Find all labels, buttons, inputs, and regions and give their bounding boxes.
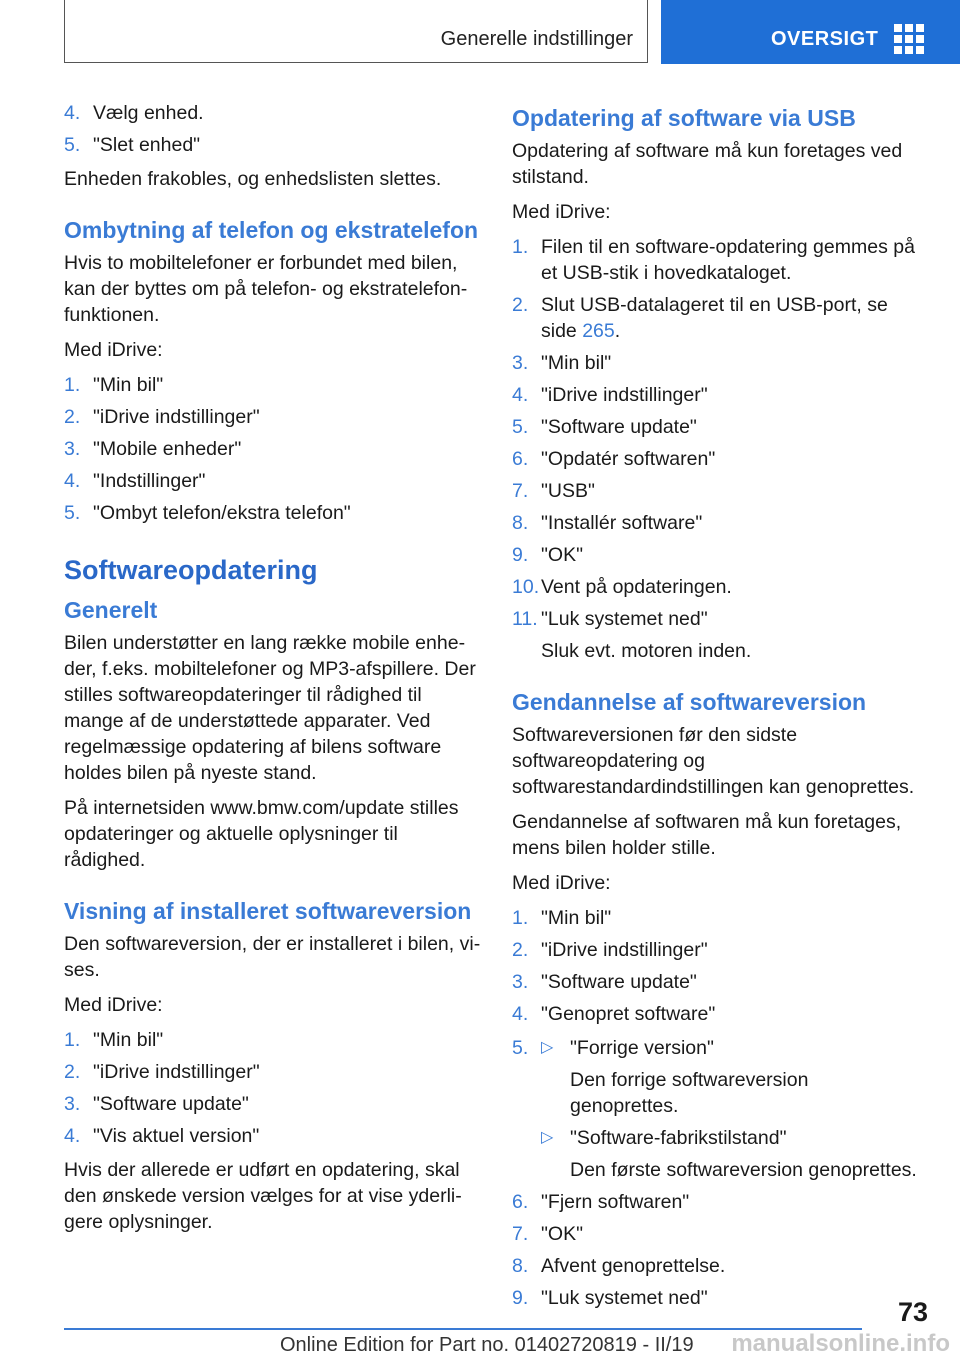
option-text: "Forrige version": [570, 1037, 714, 1059]
list-item: [512, 510, 922, 536]
step-text: "Software update": [541, 416, 697, 438]
paragraph: Den softwareversion, der er installeret i bilen, vises.: [64, 933, 481, 981]
step-number: 5.: [512, 416, 529, 438]
paragraph: Hvis to mobiltelefoner er forbundet med bilen, kan der byttes om på telefon- og ekstratelefonfunktionen.: [64, 252, 468, 326]
list-item: [512, 1189, 922, 1215]
list-item: [64, 1123, 484, 1149]
paragraph: Med iDrive:: [512, 201, 611, 223]
step-text: "iDrive indstillinger": [93, 406, 260, 428]
step-number: 8.: [512, 512, 529, 534]
step-number: 11.: [512, 608, 538, 630]
paragraph: Bilen understøtter en lang række mobile enheder, f.eks. mobiltelefoner og MP3-afspillere. Der stilles softwareopdateringer til rådighed til mange af de understøttede apparater. Ved regelmæssige opdatering af bilens software holdes bilen på nyeste stand.: [64, 632, 476, 784]
list-item: [512, 1285, 922, 1311]
list-item: [512, 234, 922, 286]
step-text: "Min bil": [93, 374, 164, 396]
list-usb: [512, 234, 922, 664]
step-number: 3.: [512, 971, 529, 993]
step-number: 7.: [512, 1223, 529, 1245]
step-number: 4.: [64, 102, 81, 124]
step-number: 1.: [64, 374, 81, 396]
step-text: Filen til en software-opdatering gemmes på et USB-stik i hovedkataloget.: [541, 236, 915, 284]
paragraph: Softwareversionen før den sidste softwareopdatering og softwarestandardindstillingen kan genoprettes.: [512, 724, 915, 798]
list-swap: [64, 372, 484, 526]
step-number: 5.: [512, 1037, 529, 1059]
paragraph: Med iDrive:: [512, 872, 611, 894]
step-text: "Genopret software": [541, 1003, 716, 1025]
list-item: [512, 478, 922, 504]
list-item: [512, 937, 922, 963]
step-text: "Software update": [93, 1093, 249, 1115]
list-item: [512, 446, 922, 472]
overview-label: OVERSIGT: [771, 28, 879, 50]
heading-restore: Gendannelse af softwareversion: [512, 689, 867, 715]
step-text: Vent på opdateringen.: [541, 576, 732, 598]
paragraph: Med iDrive:: [64, 339, 163, 361]
list-item: [64, 132, 484, 158]
paragraph: På internetsiden www.bmw.com/update stilles opdateringer og aktuelle oplysninger til rådighed.: [64, 797, 459, 871]
step-number: 1.: [64, 1029, 81, 1051]
list-item: [512, 1035, 922, 1183]
left-column: [64, 100, 484, 1244]
step-text: "OK": [541, 544, 584, 566]
step-number: 4.: [512, 384, 529, 406]
step-number: 3.: [512, 352, 529, 374]
step-text: "Mobile enheder": [93, 438, 242, 460]
list-item: [64, 468, 484, 494]
list-item: [512, 414, 922, 440]
list-restore-a: [512, 905, 922, 1027]
list-item: [512, 542, 922, 568]
tri-list: [541, 1035, 922, 1183]
step-text: "Fjern softwaren": [541, 1191, 690, 1213]
step-text: "OK": [541, 1223, 584, 1245]
step-number: 2.: [512, 939, 529, 961]
step-text: Afvent genoprettelse.: [541, 1255, 726, 1277]
list-top: [64, 100, 484, 158]
step-number: 9.: [512, 544, 529, 566]
grid-icon: [894, 24, 924, 54]
heading-softwareopdatering: Softwareopdatering: [64, 555, 318, 585]
heading-usb: Opdatering af software via USB: [512, 105, 856, 131]
step-number: 3.: [64, 438, 81, 460]
triangle-icon: ▷: [541, 1039, 554, 1056]
list-item: [512, 1221, 922, 1247]
step-number: 2.: [64, 1061, 81, 1083]
edition-text: Online Edition for Part no. 01402720819 - II/19: [280, 1334, 694, 1356]
section-tab[interactable]: [64, 0, 648, 63]
section-title: Generelle indstillinger: [440, 28, 633, 50]
list-item: [512, 382, 922, 408]
list-restore-b: [512, 1189, 922, 1311]
step-text: "Installér software": [541, 512, 703, 534]
list-item: [64, 1091, 484, 1117]
step-text: "iDrive indstillinger": [541, 939, 708, 961]
page-number: 73: [897, 1297, 928, 1327]
step-text: "USB": [541, 480, 595, 502]
page-link[interactable]: 265: [582, 320, 615, 342]
right-column: [512, 100, 922, 1319]
list-item: [512, 905, 922, 931]
list-item: [64, 500, 484, 526]
step-text: "Indstillinger": [93, 470, 206, 492]
list-item: [64, 100, 484, 126]
overview-button[interactable]: [661, 0, 960, 64]
step-number: 2.: [512, 294, 529, 316]
step-text: "Ombyt telefon/ekstra telefon": [93, 502, 351, 524]
step-number: 5.: [64, 134, 81, 156]
list-item: [64, 1059, 484, 1085]
step-number: 9.: [512, 1287, 529, 1309]
watermark: manualsonline.info: [731, 1330, 950, 1357]
step-number: 5.: [64, 502, 81, 524]
step-text-suffix: .: [614, 320, 621, 342]
step-text: "Min bil": [93, 1029, 164, 1051]
step-number: 2.: [64, 406, 81, 428]
step-number: 3.: [64, 1093, 81, 1115]
option-item: [541, 1035, 922, 1119]
step-number: 1.: [512, 236, 529, 258]
heading-generelt: Generelt: [64, 597, 158, 623]
triangle-icon: ▷: [541, 1129, 554, 1146]
list-restore-step5: [512, 1035, 922, 1183]
paragraph: Hvis der allerede er udført en opdatering, skal den ønskede version vælges for at vise yderligere oplysninger.: [64, 1159, 462, 1233]
list-item: [512, 1253, 922, 1279]
page-header: [0, 0, 960, 64]
list-item: [64, 404, 484, 430]
step-text: Vælg enhed.: [93, 102, 204, 124]
option-item: [541, 1125, 922, 1183]
step-text: "Vis aktuel version": [93, 1125, 260, 1147]
step-text: "Slet enhed": [93, 134, 201, 156]
heading-visning: Visning af installeret softwareversion: [64, 898, 472, 924]
list-item: [64, 436, 484, 462]
paragraph: Med iDrive:: [64, 994, 163, 1016]
list-item: [512, 350, 922, 376]
step-text: "Min bil": [541, 907, 612, 929]
step-text: Slut USB-datalageret til en USB-port, se side: [541, 294, 888, 342]
step-number: 4.: [512, 1003, 529, 1025]
step-text: "iDrive indstillinger": [541, 384, 708, 406]
step-text: "Luk systemet ned": [541, 608, 708, 630]
step-text: "iDrive indstillinger": [93, 1061, 260, 1083]
list-item: [512, 292, 922, 344]
step-text: "Opdatér softwaren": [541, 448, 716, 470]
option-note: Den forrige softwareversion genoprettes.: [570, 1069, 809, 1117]
step-number: 1.: [512, 907, 529, 929]
step-number: 6.: [512, 448, 529, 470]
list-item: [64, 372, 484, 398]
option-note: Den første softwareversion genoprettes.: [570, 1159, 917, 1181]
list-item: [512, 574, 922, 600]
step-text: "Software update": [541, 971, 697, 993]
step-text: "Min bil": [541, 352, 612, 374]
step-number: 10.: [512, 576, 540, 598]
list-item: [512, 606, 922, 664]
step-number: 4.: [64, 470, 81, 492]
list-item: [512, 1001, 922, 1027]
step-note: Sluk evt. motoren inden.: [541, 640, 752, 662]
step-number: 4.: [64, 1125, 81, 1147]
step-number: 8.: [512, 1255, 529, 1277]
paragraph: Enheden frakobles, og enhedslisten slettes.: [64, 168, 442, 190]
heading-swap: Ombytning af telefon og ekstratelefon: [64, 217, 479, 243]
step-text: "Luk systemet ned": [541, 1287, 708, 1309]
step-number: 7.: [512, 480, 529, 502]
option-text: "Software-fabrikstilstand": [570, 1127, 787, 1149]
paragraph: Opdatering af software må kun foretages ved stilstand.: [512, 140, 903, 188]
list-item: [64, 1027, 484, 1053]
step-number: 6.: [512, 1191, 529, 1213]
paragraph: Gendannelse af softwaren må kun foretages, mens bilen holder stille.: [512, 811, 902, 859]
list-visning: [64, 1027, 484, 1149]
list-item: [512, 969, 922, 995]
